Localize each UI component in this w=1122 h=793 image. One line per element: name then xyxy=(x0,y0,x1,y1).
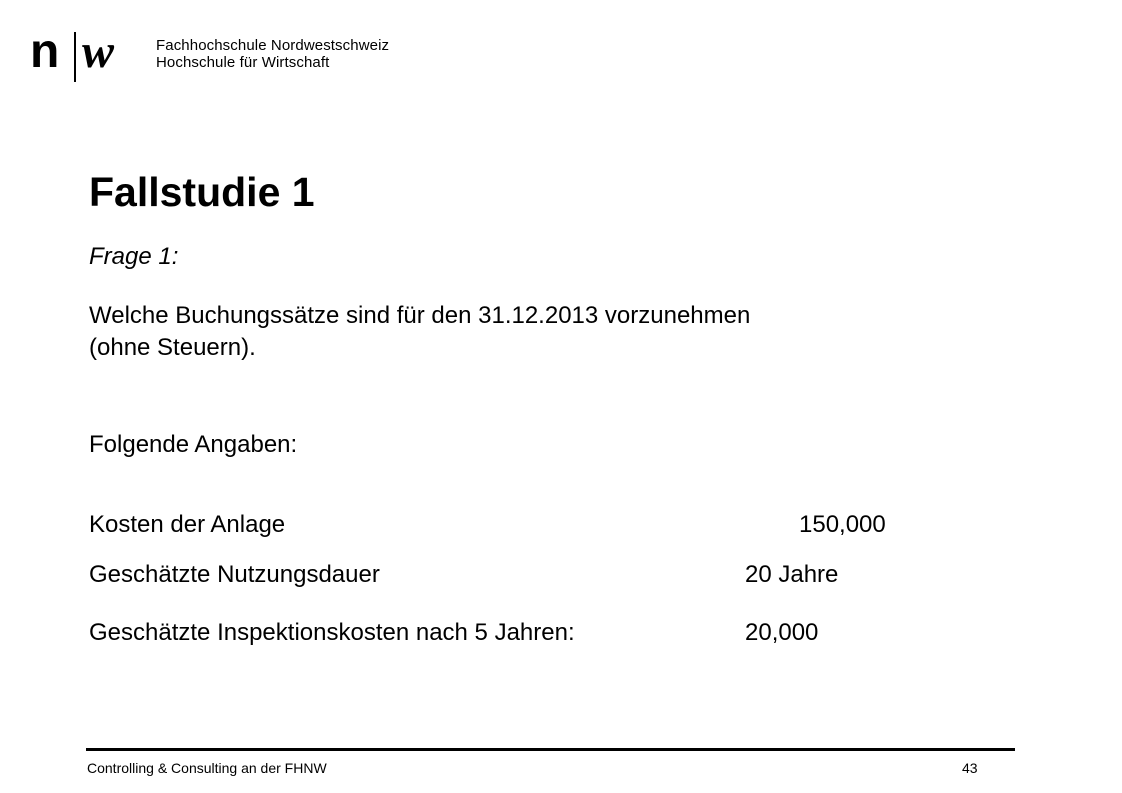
row-label: Geschätzte Inspektionskosten nach 5 Jahren: xyxy=(89,619,575,646)
data-row-cost xyxy=(89,510,886,540)
footer-divider xyxy=(86,748,1015,751)
row-label: Kosten der Anlage xyxy=(89,511,286,538)
question-label: Frage 1: xyxy=(89,243,179,270)
question-line-1: Welche Buchungssätze sind für den 31.12.2013 vorzunehmen xyxy=(89,302,751,329)
logo-letter-n: n xyxy=(30,25,59,78)
slide-title: Fallstudie 1 xyxy=(89,169,315,215)
data-row-useful-life xyxy=(89,560,839,590)
footer-text: Controlling & Consulting an der FHNW xyxy=(87,760,327,776)
question-line-2: (ohne Steuern). xyxy=(89,334,256,361)
page-number: 43 xyxy=(962,760,978,776)
row-value: 20,000 xyxy=(745,619,819,646)
data-row-inspection-cost xyxy=(89,618,819,648)
question-text xyxy=(89,300,1009,364)
fhnw-logo xyxy=(30,25,410,88)
institution-line-1: Fachhochschule Nordwestschweiz xyxy=(156,37,390,54)
logo-letter-w: w xyxy=(82,25,115,78)
row-value: 20 Jahre xyxy=(745,561,839,588)
institution-name xyxy=(156,37,389,71)
row-label: Geschätzte Nutzungsdauer xyxy=(89,561,380,588)
given-data-heading: Folgende Angaben: xyxy=(89,431,298,458)
logo-divider xyxy=(74,32,76,82)
row-value: 150,000 xyxy=(799,511,886,538)
institution-line-2: Hochschule für Wirtschaft xyxy=(156,54,330,71)
